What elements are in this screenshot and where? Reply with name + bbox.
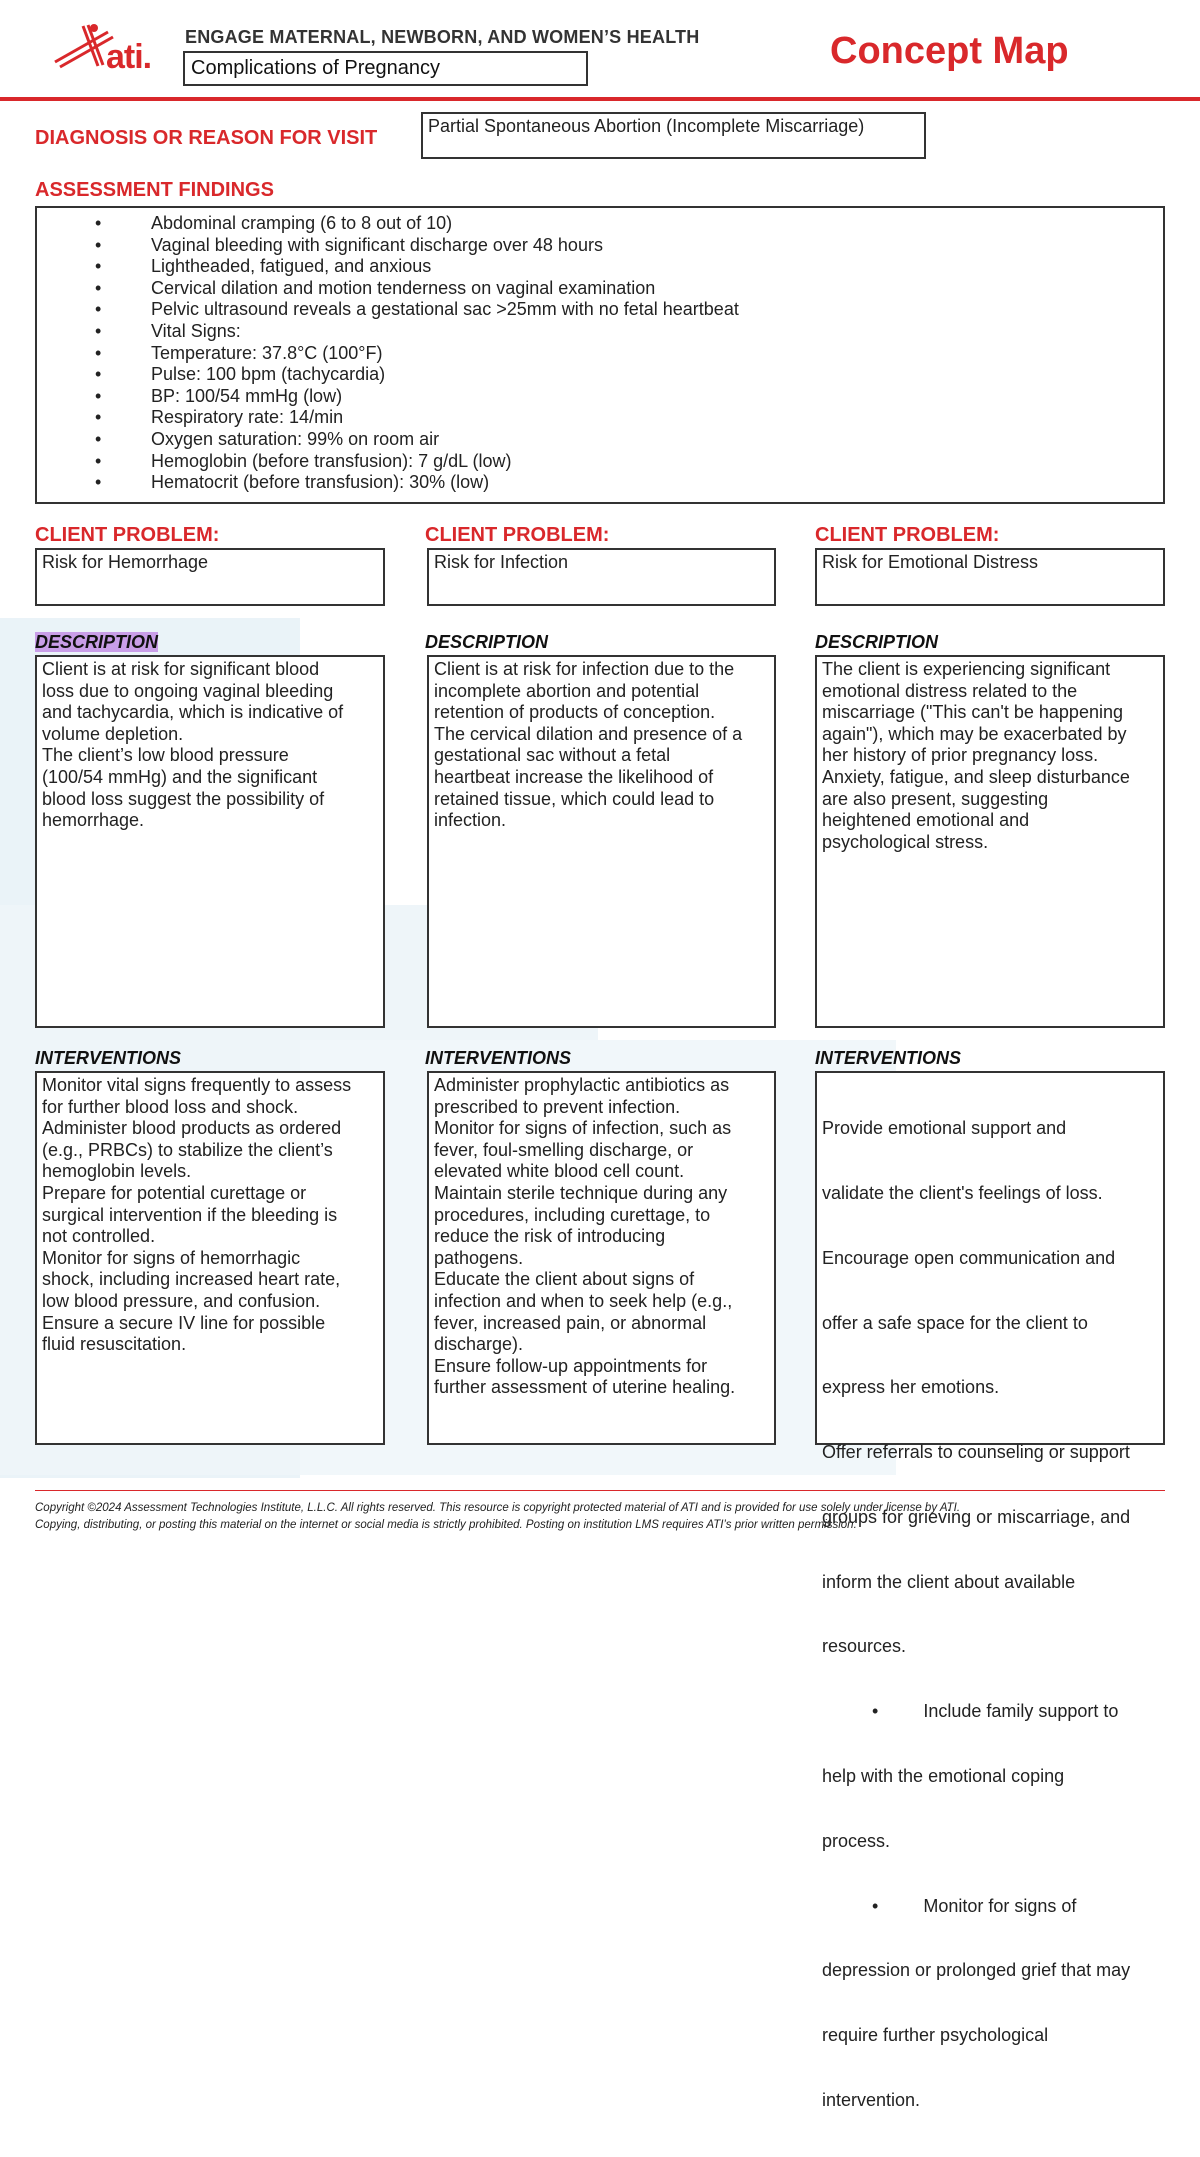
text-line: hemorrhage. — [42, 810, 145, 831]
finding-item: • BP: 100/54 mmHg (low) — [95, 385, 343, 406]
ati-logo — [50, 22, 170, 82]
client-problem-value: Risk for Infection — [434, 552, 569, 572]
text-line: emotional distress related to the — [822, 680, 1078, 701]
finding-item: • Respiratory rate: 14/min — [95, 407, 344, 428]
text-line: are also present, suggesting — [822, 788, 1049, 809]
text-line: pathogens. — [434, 1247, 524, 1268]
text-line: discharge). — [434, 1334, 524, 1355]
text-line: infection and when to seek help (e.g., — [434, 1290, 733, 1311]
footer-divider — [35, 1490, 1165, 1491]
copyright-line: Copying, distributing, or posting this material on the internet or social media is strictly prohibited. Posting on institution LMS requires ATI’s prior written permission. — [35, 1519, 857, 1531]
diagnosis-value: Partial Spontaneous Abortion (Incomplete Miscarriage) — [428, 116, 865, 136]
client-problem-value: Risk for Emotional Distress — [822, 552, 1039, 572]
text-line: The client is experiencing significant — [822, 659, 1111, 679]
text-line: require further psychological — [822, 2025, 1049, 2046]
program-title: ENGAGE MATERNAL, NEWBORN, AND WOMEN’S HEALTH — [185, 27, 700, 47]
text-line: and tachycardia, which is indicative of — [42, 702, 344, 723]
client-problem-value: Risk for Hemorrhage — [42, 552, 209, 572]
text-line: blood loss suggest the possibility of — [42, 788, 325, 809]
assessment-findings-box[interactable] — [35, 206, 1165, 504]
copyright-notice — [35, 1500, 960, 1534]
text-line: incomplete abortion and potential — [434, 680, 700, 701]
description-box-1[interactable] — [35, 655, 385, 1028]
text-line: procedures, including curettage, to — [434, 1204, 711, 1225]
text-line: (e.g., PRBCs) to stabilize the client’s — [42, 1139, 333, 1160]
interventions-label: INTERVENTIONS — [815, 1048, 962, 1068]
text-line: elevated white blood cell count. — [434, 1161, 685, 1182]
text-line: psychological stress. — [822, 831, 989, 852]
text-line: gestational sac without a fetal — [434, 745, 671, 766]
finding-item: • Vaginal bleeding with significant discharge over 48 hours — [95, 234, 603, 255]
text-line: volume depletion. — [42, 723, 184, 744]
text-line: process. — [822, 1830, 891, 1851]
client-problem-field-3[interactable] — [815, 548, 1165, 606]
text-line: heartbeat increase the likelihood of — [434, 766, 714, 787]
finding-item: • Lightheaded, fatigued, and anxious — [95, 256, 432, 277]
text-line: Ensure follow-up appointments for — [434, 1355, 708, 1376]
text-line: help with the emotional coping — [822, 1766, 1065, 1786]
finding-item: • Abdominal cramping (6 to 8 out of 10) — [95, 213, 453, 233]
header-divider — [0, 97, 1200, 101]
text-line: Monitor vital signs frequently to assess — [42, 1075, 352, 1095]
interventions-label: INTERVENTIONS — [35, 1048, 182, 1068]
text-line: surgical intervention if the bleeding is — [42, 1204, 338, 1225]
interventions-box-3[interactable] — [815, 1071, 1165, 2110]
text-line: groups for grieving or miscarriage, and — [822, 1506, 1131, 1527]
text-line: depression or prolonged grief that may — [822, 1960, 1131, 1981]
text-line: • Monitor for signs of — [822, 1895, 1077, 1916]
description-box-3[interactable] — [815, 655, 1165, 1028]
text-line: Monitor for signs of infection, such as — [434, 1118, 732, 1139]
topic-field[interactable]: Complications of Pregnancy — [183, 51, 588, 86]
finding-item: • Hematocrit (before transfusion): 30% (low) — [95, 472, 490, 493]
text-line: retention of products of conception. — [434, 702, 716, 723]
text-line: Monitor for signs of hemorrhagic — [42, 1247, 301, 1268]
interventions-box-1[interactable] — [35, 1071, 385, 1445]
text-line: inform the client about available — [822, 1571, 1076, 1592]
description-label: DESCRIPTION — [425, 632, 549, 652]
text-line: retained tissue, which could lead to — [434, 788, 715, 809]
client-problem-label: CLIENT PROBLEM: — [815, 524, 1000, 546]
text-line: Maintain sterile technique during any — [434, 1182, 728, 1203]
description-label: DESCRIPTION — [35, 632, 159, 652]
client-problem-label: CLIENT PROBLEM: — [425, 524, 610, 546]
text-line: fluid resuscitation. — [42, 1334, 187, 1355]
client-problem-field-1[interactable] — [35, 548, 385, 606]
finding-item: • Vital Signs: — [95, 320, 241, 341]
text-line: Ensure a secure IV line for possible — [42, 1312, 326, 1333]
text-line: Educate the client about signs of — [434, 1269, 695, 1290]
text-line: again"), which may be exacerbated by — [822, 723, 1127, 744]
finding-item: • Oxygen saturation: 99% on room air — [95, 428, 440, 449]
text-line: resources. — [822, 1636, 907, 1657]
text-line: miscarriage ("This can't be happening — [822, 702, 1123, 723]
text-line: loss due to ongoing vaginal bleeding — [42, 680, 334, 701]
text-line: offer a safe space for the client to — [822, 1312, 1088, 1333]
description-label: DESCRIPTION — [815, 632, 939, 652]
text-line: Prepare for potential curettage or — [42, 1182, 307, 1203]
description-box-2[interactable] — [427, 655, 776, 1028]
text-line: Administer prophylactic antibiotics as — [434, 1075, 730, 1095]
text-line: prescribed to prevent infection. — [434, 1096, 681, 1117]
text-line: heightened emotional and — [822, 810, 1030, 831]
findings-list — [37, 213, 1163, 494]
text-line: Anxiety, fatigue, and sleep disturbance — [822, 766, 1130, 787]
finding-item: • Hemoglobin (before transfusion): 7 g/dL (low) — [95, 450, 512, 471]
text-line: for further blood loss and shock. — [42, 1096, 299, 1117]
text-line: The client’s low blood pressure — [42, 745, 289, 766]
document-title: Concept Map — [830, 30, 1069, 72]
text-line: Encourage open communication and — [822, 1247, 1116, 1268]
text-line: • Include family support to — [822, 1701, 1119, 1722]
finding-item: • Temperature: 37.8°C (100°F) — [95, 342, 383, 363]
text-line: (100/54 mmHg) and the significant — [42, 766, 318, 787]
interventions-label: INTERVENTIONS — [425, 1048, 572, 1068]
text-line: Provide emotional support and — [822, 1118, 1067, 1139]
text-line: express her emotions. — [822, 1377, 1000, 1398]
client-problem-field-2[interactable] — [427, 548, 776, 606]
copyright-line: Copyright ©2024 Assessment Technologies Institute, L.L.C. All rights reserved. This resource is copyright protected material of ATI and is provided for use solely under license by ATI. — [35, 1502, 961, 1514]
text-line: The cervical dilation and presence of a — [434, 723, 743, 744]
text-line: shock, including increased heart rate, — [42, 1269, 341, 1290]
text-line: infection. — [434, 810, 507, 831]
text-line: Client is at risk for infection due to the — [434, 659, 735, 679]
text-line: Offer referrals to counseling or support — [822, 1442, 1130, 1463]
diagnosis-label: DIAGNOSIS OR REASON FOR VISIT — [35, 127, 378, 149]
text-line: not controlled. — [42, 1226, 156, 1247]
text-line: validate the client's feelings of loss. — [822, 1182, 1103, 1203]
text-line: Administer blood products as ordered — [42, 1118, 342, 1139]
assessment-label: ASSESSMENT FINDINGS — [35, 179, 274, 201]
client-problem-label: CLIENT PROBLEM: — [35, 524, 220, 546]
logo-text: ati. — [106, 38, 152, 76]
finding-item: • Pulse: 100 bpm (tachycardia) — [95, 364, 386, 385]
text-line: intervention. — [822, 2089, 921, 2110]
text-line: her history of prior pregnancy loss. — [822, 745, 1099, 766]
text-line: further assessment of uterine healing. — [434, 1377, 736, 1398]
text-line: reduce the risk of introducing — [434, 1226, 666, 1247]
text-line: fever, foul-smelling discharge, or — [434, 1139, 694, 1160]
text-line: hemoglobin levels. — [42, 1161, 192, 1182]
diagnosis-field[interactable] — [421, 112, 926, 159]
text-line: Client is at risk for significant blood — [42, 659, 320, 679]
text-line: fever, increased pain, or abnormal — [434, 1312, 707, 1333]
interventions-box-2[interactable] — [427, 1071, 776, 1445]
finding-item: • Pelvic ultrasound reveals a gestational sac >25mm with no fetal heartbeat — [95, 299, 739, 320]
text-line: low blood pressure, and confusion. — [42, 1290, 321, 1311]
finding-item: • Cervical dilation and motion tenderness on vaginal examination — [95, 277, 656, 298]
